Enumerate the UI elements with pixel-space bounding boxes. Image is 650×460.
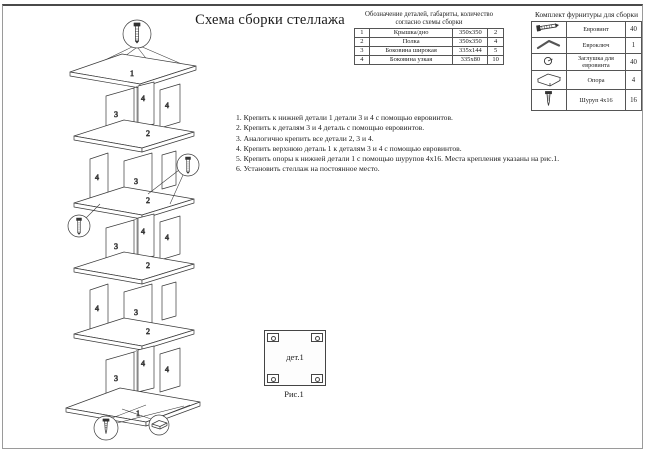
hardware-table-block — [527, 11, 646, 111]
instruction-line: 2. Крепить к деталям 3 и 4 деталь с помощью евровинтов. — [236, 123, 425, 133]
part-label-shelf: 2 — [146, 327, 150, 336]
part-size: 350x350 — [453, 29, 488, 38]
part-name: Крышка/дно — [369, 29, 453, 38]
detail-1-label: дет.1 — [286, 352, 304, 362]
part-label-bottom-panel: 1 — [136, 409, 140, 418]
part-qty: 4 — [488, 38, 504, 47]
part-label-wide: 3 — [114, 242, 118, 251]
part-label-wide: 3 — [114, 374, 118, 383]
screw-plate — [267, 333, 279, 342]
table-row — [532, 54, 642, 71]
hardware-name: Евроключ — [567, 38, 626, 54]
hardware-name: Заглушка для евровинта — [567, 54, 626, 71]
hardware-qty: 1 — [626, 38, 642, 54]
part-label-shelf: 2 — [146, 261, 150, 270]
part-number: 1 — [355, 29, 370, 38]
part-name: Полка — [369, 38, 453, 47]
hardware-table — [531, 21, 642, 111]
hardware-name: Шуруп 4x16 — [567, 90, 626, 111]
part-label-narrow: 4 — [165, 365, 169, 374]
hardware-table-title: Комплект фурнитуры для сборки — [535, 10, 638, 19]
screw-hole — [271, 336, 276, 341]
part-size: 335x80 — [453, 56, 488, 65]
shelf — [74, 252, 194, 284]
instruction-line: 3. Аналогично крепить все детали 2, 3 и 4. — [236, 133, 374, 143]
part-label-shelf: 2 — [146, 129, 150, 138]
table-row — [532, 71, 642, 90]
part-label-wide: 3 — [114, 110, 118, 119]
parts-table-block — [354, 11, 504, 65]
part-number: 3 — [355, 47, 370, 56]
part-size: 335x144 — [453, 47, 488, 56]
part-label-wide: 3 — [134, 308, 138, 317]
hexkey-icon — [535, 38, 563, 51]
table-row — [355, 38, 504, 47]
instruction-line: 4. Крепить верхнюю деталь 1 к деталям 3 и 4 с помощью евровинтов. — [236, 143, 462, 153]
part-label-narrow: 4 — [141, 227, 145, 236]
hardware-qty: 40 — [626, 54, 642, 71]
detail-1-figure — [264, 330, 326, 386]
screw-plate — [311, 374, 323, 383]
parts-table-header-line2: согласно схемы сборки — [395, 18, 463, 26]
table-row — [532, 22, 642, 38]
part-label-narrow: 4 — [95, 304, 99, 313]
part-name: Боковина широкая — [369, 47, 453, 56]
instruction-line: 5. Крепить опоры к нижней детали 1 с помощью шурупов 4x16. Места крепления указаны на рис.1. — [236, 154, 560, 164]
assembly-diagram — [50, 8, 220, 448]
instructions-list — [236, 113, 566, 175]
figure-caption: Рис.1 — [284, 389, 304, 399]
part-size: 350x350 — [453, 38, 488, 47]
part-number: 4 — [355, 56, 370, 65]
instruction-line: 6. Установить стеллаж на постоянное место. — [236, 164, 380, 174]
screw-hole — [315, 336, 320, 341]
part-qty: 10 — [488, 56, 504, 65]
part-label-narrow: 4 — [165, 233, 169, 242]
woodscrew-icon — [535, 90, 563, 108]
hardware-name: Опора — [567, 71, 626, 90]
part-name: Боковина узкая — [369, 56, 453, 65]
support-icon — [535, 71, 563, 87]
part-label-narrow: 4 — [141, 94, 145, 103]
table-row — [532, 90, 642, 111]
hardware-qty: 40 — [626, 22, 642, 38]
table-row — [532, 38, 642, 54]
hardware-qty: 16 — [626, 90, 642, 111]
part-label-wide: 3 — [134, 177, 138, 186]
table-row — [355, 47, 504, 56]
euroscrew-icon — [535, 22, 563, 35]
part-label-narrow: 4 — [95, 173, 99, 182]
parts-table-header-line1: Обозначение деталей, габариты, количество — [364, 11, 493, 18]
shelf — [74, 120, 194, 152]
screw-hole — [315, 377, 320, 382]
screw-hole — [271, 377, 276, 382]
table-row — [355, 29, 504, 38]
part-qty: 2 — [488, 29, 504, 38]
cap-icon — [535, 54, 563, 68]
hardware-name: Евровинт — [567, 22, 626, 38]
part-number: 2 — [355, 38, 370, 47]
hardware-qty: 4 — [626, 71, 642, 90]
parts-table — [354, 28, 504, 65]
part-qty: 5 — [488, 47, 504, 56]
instruction-line: 1. Крепить к нижней детали 1 детали 3 и 4 с помощью евровинтов. — [236, 113, 453, 122]
page-title: Схема сборки стеллажа — [195, 12, 345, 28]
part-label-top-panel: 1 — [130, 69, 134, 78]
screw-plate — [311, 333, 323, 342]
part-label-narrow: 4 — [141, 359, 145, 368]
screw-plate — [267, 374, 279, 383]
part-label-narrow: 4 — [165, 101, 169, 110]
table-row — [355, 56, 504, 65]
part-label-shelf: 2 — [146, 196, 150, 205]
